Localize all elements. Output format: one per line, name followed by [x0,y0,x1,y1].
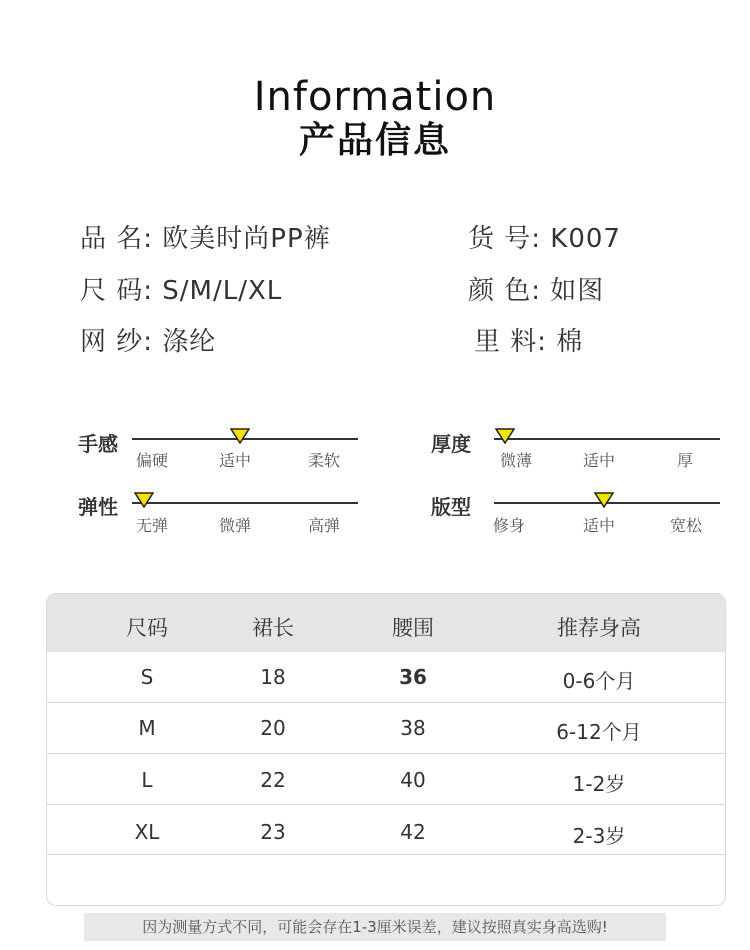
row-divider [47,702,725,703]
info-mesh-label: 网 纱: [80,327,154,357]
scale-feel-tick-low: 偏硬 [136,451,169,470]
scale-fit-tick-low: 修身 [493,516,526,535]
info-name-value: 欧美时尚PP裤 [162,224,331,254]
cell-waist: 36 [399,665,427,689]
info-mesh-value: 涤纶 [162,327,217,357]
row-divider [47,854,725,855]
cell-length: 23 [260,820,286,844]
cell-height: 0-6个月 [562,669,636,693]
row-divider [47,753,725,754]
scale-fit-label: 版型 [431,495,471,519]
info-item-no-label: 货 号: [468,224,542,254]
scale-fit-tick-mid: 适中 [583,516,616,535]
scale-feel-tick-mid: 适中 [219,451,252,470]
scale-thickness-line [494,438,720,440]
info-size-label: 尺 码: [80,276,154,306]
cell-waist: 40 [400,768,426,792]
scale-thickness-tick-high: 厚 [677,451,694,470]
info-name [80,218,331,255]
size-table-header [47,594,725,652]
info-item-no [468,218,621,255]
cell-size: XL [134,820,160,844]
info-color-label: 颜 色: [468,276,542,306]
title-chinese: 产品信息 [298,120,451,161]
info-size [80,270,282,307]
cell-size: L [141,768,153,792]
cell-height: 6-12个月 [556,720,642,744]
info-color [468,270,604,307]
cell-length: 18 [260,665,286,689]
scale-thickness-tick-low: 微薄 [500,451,533,470]
row-divider [47,804,725,805]
scale-elasticity-line [132,502,358,504]
scale-elasticity-tick-mid: 微弹 [219,516,252,535]
cell-waist: 38 [400,716,426,740]
scale-thickness-tick-mid: 适中 [583,451,616,470]
cell-waist: 42 [400,820,426,844]
cell-length: 22 [260,768,286,792]
scale-thickness-label: 厚度 [431,432,471,456]
cell-length: 20 [260,716,286,740]
info-lining-label: 里 料: [474,327,548,357]
scale-feel-tick-high: 柔软 [308,451,341,470]
scale-fit-tick-high: 宽松 [670,516,703,535]
title-english: Information [253,74,497,120]
header-size: 尺码 [126,616,168,640]
scale-elasticity-tick-high: 高弹 [308,516,341,535]
info-color-value: 如图 [550,276,605,306]
info-lining [474,321,583,358]
header-height: 推荐身高 [557,616,641,640]
header-length: 裙长 [252,616,294,640]
info-item-no-value: K007 [550,224,621,254]
cell-height: 2-3岁 [572,824,626,848]
scale-elasticity-label: 弹性 [78,495,118,519]
scale-elasticity-tick-low: 无弹 [136,516,169,535]
size-table [46,593,726,906]
cell-size: S [140,665,154,689]
scale-feel-label: 手感 [78,432,118,456]
info-name-label: 品 名: [80,224,154,254]
info-lining-value: 棉 [556,327,584,357]
header-waist: 腰围 [392,616,434,640]
footer-note: 因为测量方式不同，可能会存在1-3厘米误差，建议按照真实身高选购! [84,913,666,941]
info-mesh [80,321,216,358]
cell-size: M [138,716,156,740]
info-size-value: S/M/L/XL [162,276,283,306]
cell-height: 1-2岁 [572,772,626,796]
